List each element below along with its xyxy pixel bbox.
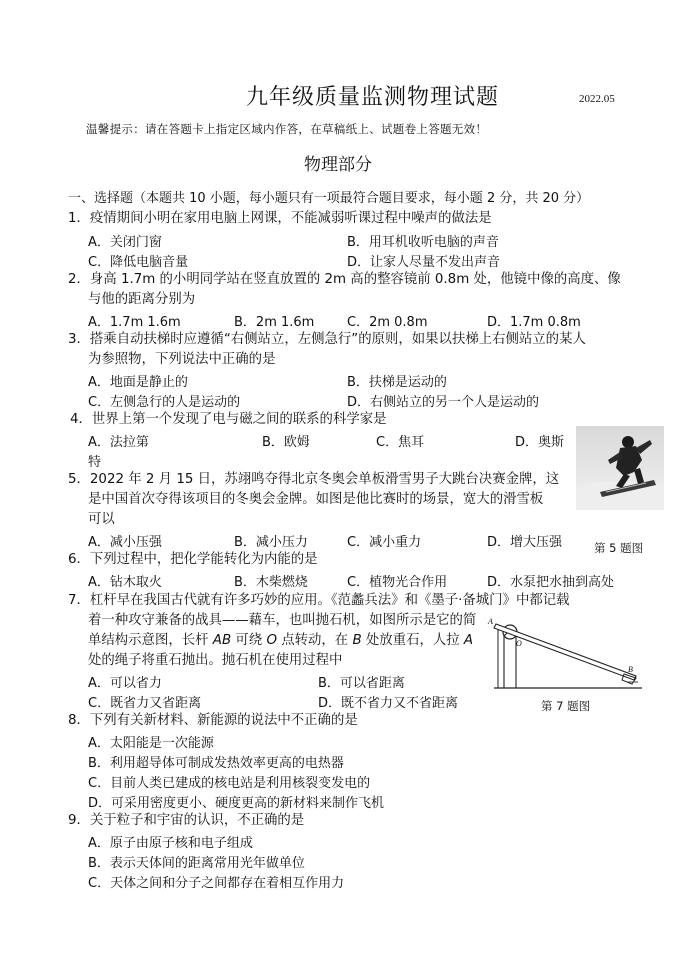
q7-point-a: A [463, 633, 474, 648]
q4-option-b: B．欧姆 [262, 435, 310, 450]
q5-option-d: D．增大压强 [487, 535, 563, 550]
exam-date: 2022.05 [579, 93, 615, 105]
q7-line3-part3: 点转动，在 [276, 633, 353, 648]
q3-option-a: A．地面是静止的 [88, 375, 188, 390]
q4-option-d-continued: 特 [88, 455, 102, 470]
q7-figure-caption: 第 7 题图 [541, 699, 591, 713]
q4-option-c: C．焦耳 [376, 435, 425, 450]
q1-option-a: A．关闭门窗 [88, 235, 162, 250]
q8-option-c: C．目前人类已建成的核电站是利用核裂变发电的 [88, 776, 371, 791]
q7-stem-line4: 处的绳子将重石抛出。抛石机在使用过程中 [88, 653, 343, 668]
q2-option-d: D．1.7m 0.8m [487, 315, 581, 330]
q5-option-b: B．减小压力 [234, 535, 308, 550]
q6-option-c: C．植物光合作用 [347, 575, 448, 590]
q9-option-b: B．表示天体间的距离常用光年做单位 [88, 856, 305, 871]
q2-option-a: A．1.7m 1.6m [88, 315, 181, 330]
q2-option-c: C．2m 0.8m [347, 315, 428, 330]
q5-option-a: A．减小压强 [88, 535, 162, 550]
q7-option-c: C．既省力又省距离 [88, 696, 202, 711]
q1-option-c: C．降低电脑音量 [88, 255, 189, 270]
q3-option-b: B．扶梯是运动的 [347, 375, 447, 390]
catapult-lever-diagram [486, 612, 646, 690]
q7-pivot-o: O [266, 633, 277, 648]
q8-option-b: B．利用超导体可制成发热效率更高的电热器 [88, 756, 344, 771]
q6-option-b: B．木柴燃烧 [234, 575, 308, 590]
q3-option-c: C．左侧急行的人是运动的 [88, 395, 241, 410]
q4-stem: 4．世界上第一个发现了电与磁之间的联系的科学家是 [70, 412, 387, 427]
q4-option-a: A．法拉第 [88, 435, 149, 450]
q7-stem-line3 [88, 631, 473, 651]
q6-option-d: D．水泵把水抽到高处 [487, 575, 615, 590]
q2-option-b: B．2m 1.6m [234, 315, 315, 330]
q3-stem-line2: 为参照物，下列说法中正确的是 [88, 352, 276, 367]
q5-stem-line2: 是中国首次夺得该项目的冬奥会金牌。如图是他比赛时的场景，宽大的滑雪板 [88, 492, 544, 507]
q8-option-a: A．太阳能是一次能源 [88, 736, 214, 751]
q7-point-b: B [352, 633, 362, 648]
q9-option-c: C．天体之间和分子之间都存在着相互作用力 [88, 876, 345, 891]
q7-lever-ab: AB [212, 633, 232, 648]
q7-line3-part2: 可绕 [231, 633, 267, 648]
q7-stem-line1: 7．杠杆早在我国古代就有许多巧妙的应用。《范蠡兵法》和《墨子·备城门》中都记载 [68, 593, 570, 608]
page-title: 九年级质量监测物理试题 [246, 85, 500, 110]
snowboarder-photo [576, 426, 664, 510]
q5-figure-caption: 第 5 题图 [594, 541, 644, 555]
q7-line3-part4: 处放重石，人拉 [361, 633, 464, 648]
q7-stem-line2: 着一种攻守兼备的战具——藉车，也叫抛石机，如图所示是它的简 [88, 613, 477, 628]
q7-option-b: B．可以省距离 [318, 676, 405, 691]
q9-stem: 9．关于粒子和宇宙的认识，不正确的是 [68, 813, 305, 828]
warm-tip: 温馨提示：请在答题卡上指定区域内作答，在草稿纸上、试题卷上答题无效！ [86, 122, 488, 136]
diagram-label-a: A [488, 617, 493, 626]
section-heading: 一、选择题（本题共 10 小题，每小题只有一项最符合题目要求，每小题 2 分，共 20 分） [68, 191, 590, 206]
diagram-label-b: B [628, 665, 633, 674]
q3-stem-line1: 3．搭乘自动扶梯时应遵循“右侧站立，左侧急行”的原则，如果以扶梯上右侧站立的某人 [68, 332, 586, 347]
q1-option-d: D．让家人尽量不发出声音 [347, 255, 501, 270]
q4-option-d: D．奥斯 [515, 435, 565, 450]
diagram-label-o: O [516, 639, 522, 648]
q8-option-d: D．可采用密度更小、硬度更高的新材料来制作飞机 [88, 796, 385, 811]
q6-option-a: A．钻木取火 [88, 575, 162, 590]
q5-option-c: C．减小重力 [347, 535, 422, 550]
q5-stem-line1: 5．2022 年 2 月 15 日，苏翊鸣夺得北京冬奥会单板滑雪男子大跳台决赛金牌，这 [68, 472, 560, 487]
q7-option-d: D．既不省力又不省距离 [318, 696, 459, 711]
q1-option-b: B．用耳机收听电脑的声音 [347, 235, 499, 250]
q6-stem: 6．下列过程中，把化学能转化为内能的是 [68, 552, 318, 567]
q1-stem: 1．疫情期间小明在家用电脑上网课，不能减弱听课过程中噪声的做法是 [68, 211, 492, 226]
q8-stem: 8．下列有关新材料、新能源的说法中不正确的是 [68, 713, 358, 728]
q2-stem-line2: 与他的距离分别为 [88, 292, 196, 307]
q5-stem-line3: 可以 [88, 512, 115, 527]
q7-line3-part1: 单结构示意图，长杆 [88, 633, 213, 648]
q9-option-a: A．原子由原子核和电子组成 [88, 836, 253, 851]
q2-stem-line1: 2．身高 1.7m 的小明同学站在竖直放置的 2m 高的整容镜前 0.8m 处，他镜中像的高度、像 [68, 272, 621, 287]
q7-option-a: A．可以省力 [88, 676, 162, 691]
q3-option-d: D．右侧站立的另一个人是运动的 [347, 395, 540, 410]
part-title: 物理部分 [304, 155, 372, 175]
